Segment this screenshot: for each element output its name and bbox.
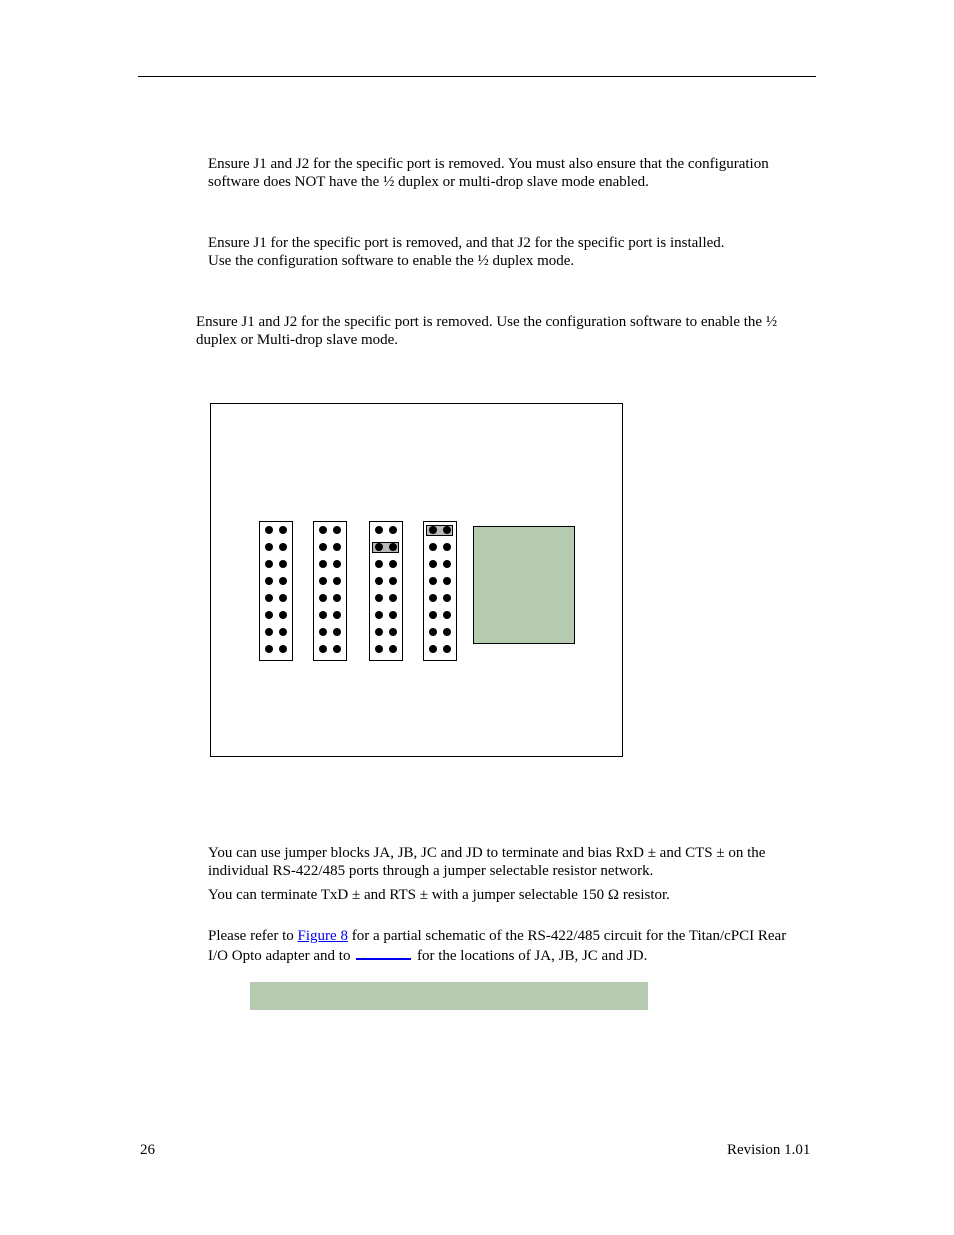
jumper-pin	[443, 628, 451, 636]
paragraph-termination	[208, 844, 765, 880]
jumper-pin	[319, 594, 327, 602]
text-run: Please refer to	[208, 928, 298, 944]
jumper-pin	[375, 577, 383, 585]
jumper-pin	[429, 594, 437, 602]
jumper-pin	[319, 560, 327, 568]
paragraph-line: Ensure J1 and J2 for the specific port is removed. Use the configuration software to enable the ½	[196, 314, 778, 330]
jumper-pin	[429, 577, 437, 585]
jumper-pin	[279, 645, 287, 653]
jumper-pin	[265, 543, 273, 551]
jumper-pin	[443, 526, 451, 534]
jumper-pin	[443, 577, 451, 585]
jumper-pin	[333, 543, 341, 551]
jumper-pin	[375, 594, 383, 602]
jumper-pin	[279, 560, 287, 568]
header-rule	[138, 76, 816, 77]
jumper-pin	[443, 645, 451, 653]
jumper-pin	[375, 628, 383, 636]
jumper-pin	[375, 543, 383, 551]
jumper-pin	[265, 577, 273, 585]
jumper-pin	[319, 543, 327, 551]
paragraph-multidrop	[196, 313, 777, 349]
connector-chip	[473, 526, 575, 644]
jumper-pin	[333, 560, 341, 568]
jumper-pin	[279, 526, 287, 534]
jumper-pin	[333, 628, 341, 636]
paragraph-line: You can use jumper blocks JA, JB, JC and JD to terminate and bias RxD ± and CTS ± on the	[208, 845, 766, 861]
text-run: I/O Opto adapter and to	[208, 948, 355, 964]
paragraph-txd-termination	[208, 886, 670, 904]
jumper-pin	[333, 526, 341, 534]
jumper-pin	[319, 645, 327, 653]
jumper-pin	[429, 611, 437, 619]
jumper-pin	[333, 577, 341, 585]
jumper-block	[423, 521, 457, 661]
paragraph-line: software does NOT have the ½ duplex or multi-drop slave mode enabled.	[208, 174, 649, 190]
jumper-pin	[319, 526, 327, 534]
jumper-pin	[265, 645, 273, 653]
jumper-pin	[389, 611, 397, 619]
jumper-pin	[375, 645, 383, 653]
figure-caption-bar	[250, 982, 648, 1010]
jumper-pin	[265, 628, 273, 636]
figure-8-link[interactable]: Figure 8	[297, 928, 348, 944]
jumper-pin	[333, 645, 341, 653]
jumper-block	[313, 521, 347, 661]
figure-reference-link[interactable]	[356, 945, 411, 960]
jumper-pin	[265, 611, 273, 619]
paragraph-line: individual RS-422/485 ports through a jumper selectable resistor network.	[208, 863, 654, 879]
paragraph-line	[208, 945, 786, 965]
jumper-diagram	[210, 403, 623, 757]
jumper-pin	[319, 577, 327, 585]
paragraph-half-duplex	[208, 234, 725, 270]
jumper-pin	[389, 628, 397, 636]
jumper-pin	[375, 526, 383, 534]
jumper-pin	[429, 526, 437, 534]
paragraph-line: You can terminate TxD ± and RTS ± with a jumper selectable 150 Ω resistor.	[208, 887, 670, 903]
jumper-pin	[429, 628, 437, 636]
paragraph-line: Ensure J1 and J2 for the specific port is removed. You must also ensure that the configuration	[208, 156, 769, 172]
jumper-pin	[443, 594, 451, 602]
jumper-pin	[389, 594, 397, 602]
jumper-pin	[443, 560, 451, 568]
jumper-pin	[279, 594, 287, 602]
paragraph-full-duplex	[208, 155, 769, 191]
paragraph-line	[208, 927, 786, 945]
jumper-pin	[279, 577, 287, 585]
jumper-pin	[375, 560, 383, 568]
jumper-pin	[265, 560, 273, 568]
jumper-pin	[429, 560, 437, 568]
jumper-pin	[279, 611, 287, 619]
jumper-block	[369, 521, 403, 661]
jumper-pin	[265, 594, 273, 602]
jumper-pin	[279, 628, 287, 636]
text-run: for the locations of JA, JB, JC and JD.	[413, 948, 648, 964]
jumper-pin	[389, 577, 397, 585]
jumper-block	[259, 521, 293, 661]
paragraph-line: duplex or Multi-drop slave mode.	[196, 332, 399, 348]
revision-label: Revision 1.01	[727, 1142, 811, 1158]
jumper-pin	[265, 526, 273, 534]
jumper-pin	[443, 611, 451, 619]
jumper-pin	[429, 645, 437, 653]
jumper-pin	[333, 611, 341, 619]
paragraph-reference	[208, 927, 786, 965]
paragraph-line: Ensure J1 for the specific port is removed, and that J2 for the specific port is installed.	[208, 235, 725, 251]
jumper-pin	[319, 628, 327, 636]
jumper-pin	[319, 611, 327, 619]
jumper-pin	[333, 594, 341, 602]
jumper-pin	[389, 560, 397, 568]
jumper-pin	[389, 543, 397, 551]
jumper-pin	[389, 526, 397, 534]
jumper-pin	[389, 645, 397, 653]
text-run: for a partial schematic of the RS-422/485 circuit for the Titan/cPCI Rear	[347, 928, 787, 944]
jumper-pin	[375, 611, 383, 619]
jumper-pin	[429, 543, 437, 551]
paragraph-line: Use the configuration software to enable the ½ duplex mode.	[208, 253, 575, 269]
jumper-pin	[443, 543, 451, 551]
page-number: 26	[140, 1142, 155, 1158]
jumper-pin	[279, 543, 287, 551]
